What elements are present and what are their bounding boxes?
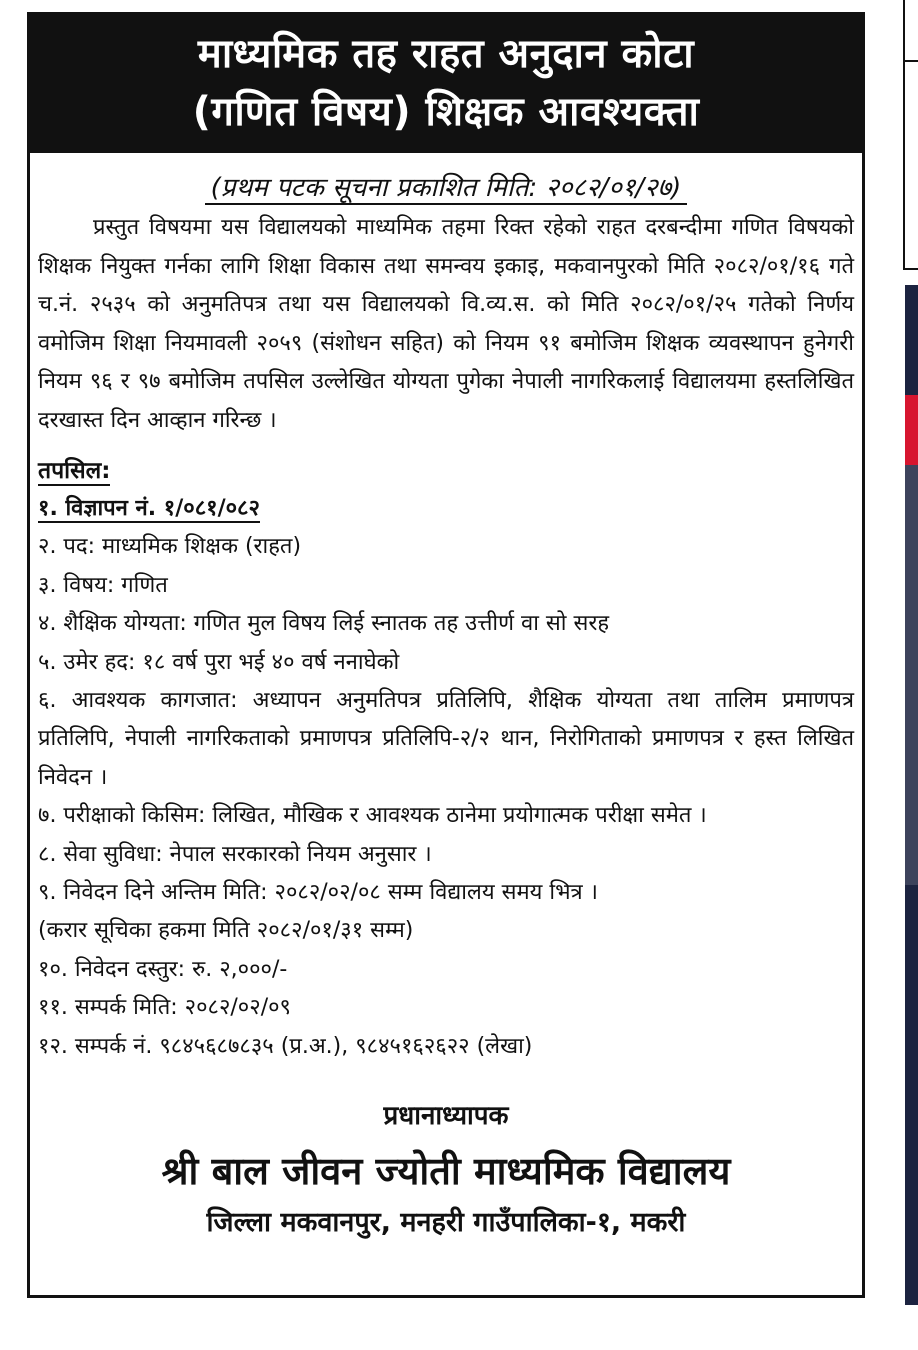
list-item: १२. सम्पर्क नं. ९८४५६८७८३५ (प्र.अ.), ९८४५१६२६२२ (लेखा) xyxy=(38,1033,533,1059)
list-item: ११. सम्पर्क मिति: २०८२/०२/०९ xyxy=(38,995,291,1021)
list-item xyxy=(38,490,854,528)
school-name: श्री बाल जीवन ज्योती माध्यमिक विद्यालय xyxy=(161,1149,731,1194)
school-address: जिल्ला मकवानपुर, मनहरी गाउँपालिका-१, मकरी xyxy=(206,1207,686,1239)
list-item: ५. उमेर हद: १८ वर्ष पुरा भई ४० वर्ष ननाघेको xyxy=(38,649,400,675)
list-item: ९. निवेदन दिने अन्तिम मिति: २०८२/०२/०८ सम्म विद्यालय समय भित्र । xyxy=(38,880,599,906)
list-item: ८. सेवा सुविधा: नेपाल सरकारको नियम अनुसार । xyxy=(38,841,432,867)
details-heading xyxy=(38,452,862,490)
signatory-title: प्रधानाध्यापक xyxy=(383,1101,509,1132)
adjacent-ad-fragment xyxy=(905,285,918,1305)
adjacent-red-band xyxy=(905,395,918,465)
list-item: ७. परीक्षाको किसिम: लिखित, मौखिक र आवश्यक ठानेमा प्रयोगात्मक परीक्षा समेत । xyxy=(38,803,707,829)
header-line-2: (गणित विषय) शिक्षक आवश्यक्ता xyxy=(192,89,700,135)
list-item: (करार सूचिका हकमा मिति २०८२/०१/३१ सम्म) xyxy=(38,918,414,944)
adjacent-notice-fragment xyxy=(903,0,918,270)
notice-box xyxy=(27,12,865,1298)
divider xyxy=(905,60,918,62)
published-date xyxy=(30,171,862,205)
header-line-1: माध्यमिक तह राहत अनुदान कोटा xyxy=(197,31,695,77)
details-heading-text: तपसिल: xyxy=(38,458,111,484)
adjacent-light-band xyxy=(905,465,918,885)
list-item-text: १. विज्ञापन नं. १/०८१/०८२ xyxy=(38,496,260,521)
notice-body: प्रस्तुत विषयमा यस विद्यालयको माध्यमिक तहमा रिक्त रहेको राहत दरबन्दीमा गणित विषयको शिक्षक नियुक्त गर्नका लागि शिक्षा विकास तथा समन्वय इकाइ, मकवानपुरको मिति २०८२/०१/१६ गते च.नं. २५३५ को अनुमतिपत्र तथा यस विद्यालयको वि.व्य.स. को मिति २०८२/०१/२५ गतेको निर्णय वमोजिम शिक्षा नियमावली २०५९ (संशोधन सहित) को नियम ९१ बमोजिम शिक्षक व्यवस्थापन हुनेगरी नियम ९६ र ९७ बमोजिम तपसिल उल्लेखित योग्यता पुगेका नेपाली नागरिकलाई विद्यालयमा हस्तलिखित दरखास्त दिन आव्हान गरिन्छ । xyxy=(38,215,854,433)
list-item: ४. शैक्षिक योग्यता: गणित मुल विषय लिई स्नातक तह उत्तीर्ण वा सो सरह xyxy=(38,611,610,637)
notice-footer xyxy=(30,1096,862,1244)
published-date-text: (प्रथम पटक सूचना प्रकाशित मिति: २०८२/०१/२७) xyxy=(205,173,688,205)
notice-header xyxy=(30,15,862,153)
list-item: २. पद: माध्यमिक शिक्षक (राहत) xyxy=(38,534,302,560)
list-item: १०. निवेदन दस्तुर: रु. २,०००/- xyxy=(38,956,288,982)
details-list xyxy=(30,490,862,1066)
list-item: ३. विषय: गणित xyxy=(38,572,168,598)
list-item: ६. आवश्यक कागजात: अध्यापन अनुमतिपत्र प्रतिलिपि, शैक्षिक योग्यता तथा तालिम प्रमाणपत्र प्रतिलिपि, नेपाली नागरिकताको प्रमाणपत्र प्रतिलिपि-२/२ थान, निरोगिताको प्रमाणपत्र र हस्त लिखित निवेदन । xyxy=(38,688,854,790)
